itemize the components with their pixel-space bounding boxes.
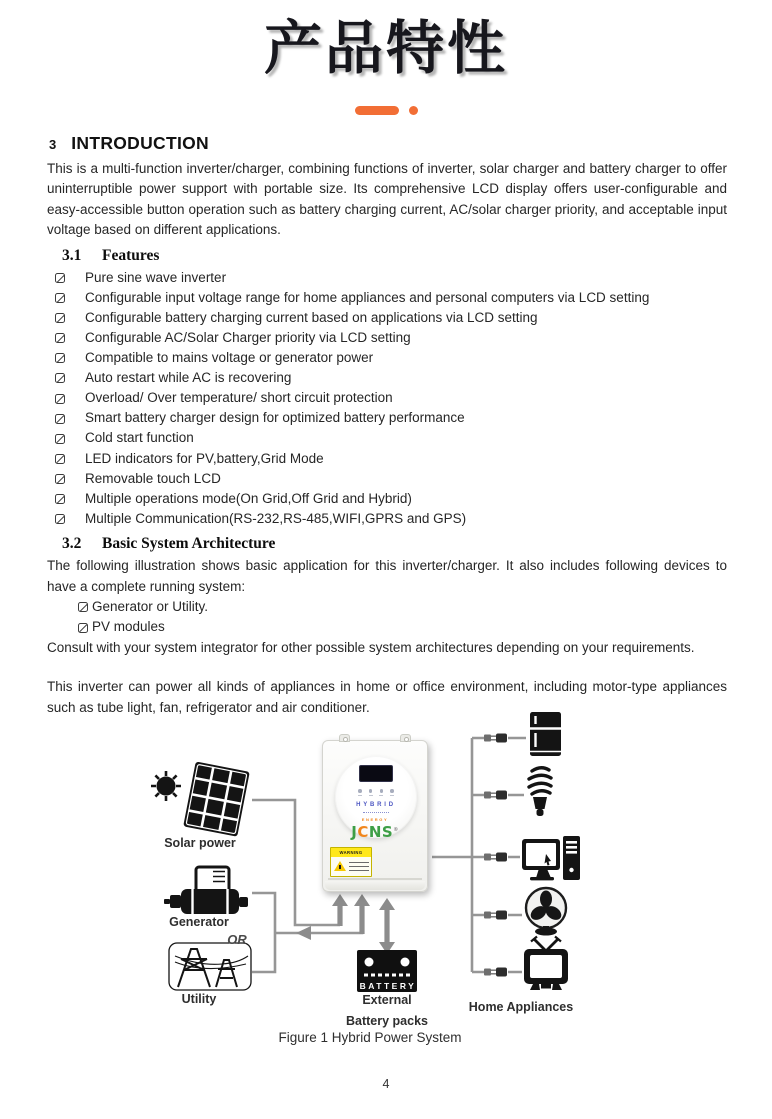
list-item xyxy=(47,469,727,489)
cfl-bulb-icon xyxy=(529,768,551,816)
inverter-display-subtext xyxy=(363,812,389,813)
checkbox-icon xyxy=(55,313,65,323)
ac-input-arrow xyxy=(354,894,370,934)
feature-text: Smart battery charger design for optimized battery performance xyxy=(85,410,465,426)
plug-icon xyxy=(484,734,507,743)
section-title: Features xyxy=(102,246,160,264)
generator-label: Generator xyxy=(169,915,229,929)
document-body xyxy=(47,133,727,718)
page-title: 产品特性 xyxy=(263,14,508,82)
plug-icon xyxy=(484,853,507,862)
warning-triangle-icon xyxy=(334,861,346,871)
section-heading-features xyxy=(62,245,727,266)
logo-letter: J xyxy=(351,823,358,841)
intro-paragraph: This is a multi-function inverter/charger, combining functions of inverter, solar charger and battery charger to offer uninterruptible power support with portable size. Its comprehensive LCD display offers user-configurable and easy-accessible button operation such as battery charging current, AC/solar charger priority, and acceptable input voltage based on different applications. xyxy=(47,160,727,238)
inverter-button-labels xyxy=(358,795,394,796)
solar-panel-icon xyxy=(183,761,250,836)
checkbox-icon xyxy=(55,514,65,524)
battery-icon xyxy=(357,950,417,992)
external-battery-label-line2: Battery packs xyxy=(346,1014,428,1028)
feature-text: Configurable AC/Solar Charger priority via LCD setting xyxy=(85,330,411,345)
list-item xyxy=(47,389,727,409)
list-item xyxy=(47,409,727,429)
plug-icon xyxy=(484,968,507,977)
hybrid-power-system-diagram xyxy=(0,698,772,1033)
consult-paragraph: Consult with your system integrator for other possible system architectures depending on your requirements. xyxy=(47,639,695,655)
battery-box-label: BATTERY xyxy=(359,981,417,991)
utility-label: Utility xyxy=(181,992,217,1006)
page-number: 4 xyxy=(382,1077,390,1091)
feature-text: Pure sine wave inverter xyxy=(85,269,227,285)
list-item xyxy=(47,597,727,617)
list-item xyxy=(47,509,727,529)
device-text: Generator or Utility. xyxy=(92,599,209,615)
list-item xyxy=(47,328,727,348)
paragraph-spacer xyxy=(47,658,727,677)
external-battery-label-line1: External xyxy=(362,993,412,1007)
list-item xyxy=(47,308,727,328)
feature-text: Cold start function xyxy=(85,430,194,446)
logo-letter: C xyxy=(357,823,369,841)
section-title: Basic System Architecture xyxy=(102,535,276,553)
inverter-lcd-screen xyxy=(359,765,393,782)
brand-sub-label: ENERGY xyxy=(361,817,389,822)
list-item xyxy=(47,429,727,449)
section-heading-architecture xyxy=(62,533,727,554)
section-number: 3.2 xyxy=(62,535,82,553)
or-label: OR xyxy=(227,932,247,947)
registered-mark: ® xyxy=(393,827,399,833)
warning-title: WARNING xyxy=(331,848,371,857)
checkbox-icon xyxy=(55,454,65,464)
checkbox-icon xyxy=(55,494,65,504)
fan-icon xyxy=(526,888,566,936)
tv-icon xyxy=(524,937,568,991)
checkbox-icon xyxy=(55,293,65,303)
feature-text: LED indicators for PV,battery,Grid Mode xyxy=(85,450,324,466)
list-item xyxy=(47,449,727,469)
feature-text: Removable touch LCD xyxy=(85,470,221,486)
section-number: 3.1 xyxy=(62,246,82,264)
inverter-display-text: HYBRID xyxy=(356,802,396,808)
mounting-ear-icon xyxy=(400,734,411,742)
sun-icon xyxy=(151,771,181,801)
checkbox-icon xyxy=(55,414,65,424)
features-list xyxy=(47,268,727,529)
section-heading-introduction xyxy=(49,133,727,156)
checkbox-icon xyxy=(55,474,65,484)
ac-line-arrowhead xyxy=(296,926,311,940)
plug-icon xyxy=(484,911,507,920)
feature-text: Multiple Communication(RS-232,RS-485,WIFI,GPRS and GPS) xyxy=(85,510,467,526)
computer-icon xyxy=(522,836,580,880)
divider-bar xyxy=(355,106,399,115)
utility-icon xyxy=(169,943,251,990)
generator-icon xyxy=(164,867,248,914)
list-item xyxy=(47,268,727,288)
feature-text: Auto restart while AC is recovering xyxy=(85,370,292,386)
inverter-device xyxy=(322,740,428,892)
ac-input-connector-line xyxy=(275,910,362,933)
brand-logo xyxy=(323,821,427,841)
checkbox-icon xyxy=(55,333,65,343)
battery-bidirectional-arrow xyxy=(379,898,395,954)
list-item xyxy=(47,368,727,388)
figure-caption: Figure 1 Hybrid Power System xyxy=(278,1030,462,1045)
logo-letter: N xyxy=(368,823,382,841)
warning-body xyxy=(331,857,371,877)
checkbox-icon xyxy=(55,273,65,283)
feature-text: Overload/ Over temperature/ short circuit protection xyxy=(85,390,393,406)
mounting-ear-icon xyxy=(339,734,350,742)
feature-text: Compatible to mains voltage or generator power xyxy=(85,350,374,366)
title-divider xyxy=(0,106,772,115)
list-item xyxy=(47,489,727,509)
divider-dot xyxy=(409,106,418,115)
inverter-buttons xyxy=(358,789,394,793)
checkbox-icon xyxy=(55,373,65,383)
home-appliances-label: Home Appliances xyxy=(468,1000,574,1014)
checkbox-icon xyxy=(55,394,65,404)
feature-text: Configurable input voltage range for home appliances and personal computers via LCD setting xyxy=(85,289,650,305)
section-title: INTRODUCTION xyxy=(71,133,209,153)
warning-label xyxy=(330,847,372,877)
checkbox-icon xyxy=(78,623,88,633)
device-list xyxy=(47,597,727,637)
device-text: PV modules xyxy=(92,619,165,635)
plug-icons xyxy=(484,734,507,977)
plug-icon xyxy=(484,791,507,800)
list-item xyxy=(47,348,727,368)
architecture-paragraph: The following illustration shows basic application for this inverter/charger. It also includes following devices to have a complete running system: xyxy=(47,558,727,594)
generator-utility-connector-line xyxy=(252,893,275,972)
pv-input-arrow xyxy=(332,894,348,926)
list-item xyxy=(47,617,727,637)
checkbox-icon xyxy=(78,602,88,612)
inverter-base xyxy=(325,881,425,890)
checkbox-icon xyxy=(55,353,65,363)
refrigerator-icon xyxy=(530,712,561,756)
section-number: 3 xyxy=(49,137,57,152)
checkbox-icon xyxy=(55,434,65,444)
solar-power-label: Solar power xyxy=(164,836,236,850)
logo-letter: S xyxy=(381,823,394,841)
appliances-note-paragraph: This inverter can power all kinds of appliances in home or office environment, including motor-type appliances such as tube light, fan, refrigerator and air conditioner. xyxy=(47,679,727,715)
feature-text: Multiple operations mode(On Grid,Off Grid and Hybrid) xyxy=(85,490,412,506)
vent-line xyxy=(328,878,422,880)
list-item xyxy=(47,288,727,308)
feature-text: Configurable battery charging current based on applications via LCD setting xyxy=(85,309,538,325)
